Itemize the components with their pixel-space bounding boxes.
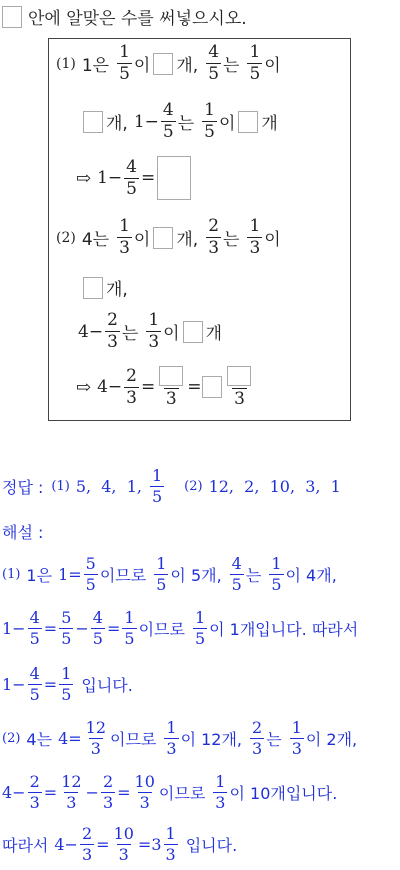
- fraction: $\frac{1}{3}$: [166, 718, 177, 758]
- fraction: $\frac{1}{5}$: [271, 554, 282, 594]
- problem-2-label: (2): [56, 229, 76, 246]
- explanation-line-3: 1− $\frac{4}{5}$ = $\frac{1}{5}$ 입니다.: [2, 664, 133, 704]
- fraction: $\frac{1}{3}$: [215, 772, 226, 812]
- fraction: $\frac{1}{5}$: [124, 608, 135, 648]
- explanation-line-4: (2) 4는 4= $\frac{12}{3}$ 이므로 $\frac{1}{3}$ 이 12개, $\frac{2}{3}$ 는 $\frac{1}{3}$ 이 2개,: [2, 718, 358, 758]
- fraction: 3: [225, 366, 253, 408]
- fraction: $\frac{10}{3}$: [134, 772, 155, 812]
- fraction: $\frac{4}{5}$: [126, 156, 137, 199]
- fraction: $\frac{1}{5}$: [194, 608, 206, 648]
- problem-1-line-3: ⇨ 1− $\frac{4}{5}$ =: [76, 156, 194, 200]
- fraction: $\frac{1}{3}$: [165, 824, 176, 864]
- instruction-row: [2, 4, 247, 29]
- double-arrow-icon: ⇨: [76, 167, 92, 189]
- fraction: $\frac{1}{5}$: [249, 42, 261, 84]
- answer-input-box[interactable]: [159, 366, 183, 386]
- fraction: $\frac{1}{5}$: [156, 554, 167, 594]
- answer-label: 정답 :: [2, 478, 44, 497]
- answer-input-box[interactable]: [83, 277, 103, 299]
- answer-input-box[interactable]: [83, 111, 103, 133]
- fraction: $\frac{2}{3}$: [81, 824, 93, 864]
- answer-input-box[interactable]: [157, 156, 191, 200]
- fraction: $\frac{2}{3}$: [102, 772, 114, 812]
- answer-input-box[interactable]: [153, 227, 173, 249]
- fraction: $\frac{1}{3}$: [148, 310, 160, 352]
- fraction: $\frac{1}{5}$: [119, 42, 130, 84]
- fraction: $\frac{5}{5}$: [85, 554, 96, 594]
- answer-input-box[interactable]: [153, 53, 173, 75]
- explanation-line-1: (1) 1은 1= $\frac{5}{5}$ 이므로 $\frac{1}{5}$ 이 5개, $\frac{4}{5}$ 는 $\frac{1}{5}$ 이 4개,: [2, 554, 337, 594]
- answer-input-box[interactable]: [183, 321, 203, 343]
- fraction: 3: [157, 366, 185, 408]
- problem-1-line-1: (1) 1은 $\frac{1}{5}$ 이 개, $\frac{4}{5}$ 는 $\frac{1}{5}$ 이: [56, 42, 281, 84]
- fraction: $\frac{4}{5}$: [162, 100, 174, 142]
- fraction: $\frac{2}{3}$: [126, 365, 137, 408]
- answer-input-box[interactable]: [238, 111, 258, 133]
- answer-input-box[interactable]: [202, 376, 222, 398]
- double-arrow-icon: ⇨: [76, 376, 92, 398]
- fraction: $\frac{2}{3}$: [107, 310, 118, 352]
- fraction: $\frac{1}{3}$: [119, 216, 130, 258]
- problem-1-line-2: 개, 1− $\frac{4}{5}$ 는 $\frac{1}{5}$ 이 개: [80, 102, 278, 141]
- explanation-line-6: 따라서 4− $\frac{2}{3}$ = $\frac{10}{3}$ =3 $\frac{1}{3}$ 입니다.: [2, 824, 238, 864]
- fraction: $\frac{1}{5}$: [204, 100, 215, 142]
- fraction: $\frac{1}{5}$: [61, 664, 72, 704]
- explanation-label-row: [2, 520, 43, 543]
- fraction: $\frac{4}{5}$: [29, 608, 40, 648]
- fraction: $\frac{2}{3}$: [29, 772, 40, 812]
- fraction: $\frac{4}{5}$: [208, 42, 220, 84]
- fraction: $\frac{12}{3}$: [61, 772, 82, 812]
- fraction: $\frac{4}{5}$: [29, 664, 40, 704]
- explanation-label: 해설 :: [2, 523, 44, 542]
- fraction: $\frac{2}{3}$: [252, 718, 263, 758]
- fraction: $\frac{1}{5}$: [151, 466, 163, 506]
- instruction-text: 안에 알맞은 수를 써넣으시오.: [28, 9, 247, 29]
- fraction: $\frac{4}{5}$: [231, 554, 242, 594]
- fraction: $\frac{1}{3}$: [249, 216, 261, 258]
- problem-1-label: (1): [56, 55, 76, 72]
- fraction: $\frac{5}{5}$: [61, 608, 72, 648]
- fraction: $\frac{1}{3}$: [291, 718, 302, 758]
- fraction: $\frac{4}{5}$: [92, 608, 103, 648]
- problem-2-line-4: ⇨ 4− $\frac{2}{3}$ = 3 = 3: [76, 366, 255, 408]
- answer-row: 정답 : (1) 5, 4, 1, $\frac{1}{5}$ (2) 12, 2, 10, 3, 1: [2, 466, 341, 506]
- problem-2-line-2: 개,: [80, 275, 128, 300]
- fraction: $\frac{2}{3}$: [208, 216, 220, 258]
- answer-input-box[interactable]: [227, 366, 251, 386]
- explanation-line-2: 1− $\frac{4}{5}$ = $\frac{5}{5}$ − $\frac{4}{5}$ = $\frac{1}{5}$ 이므로 $\frac{1}{5}$ 이 1개입니다. 따라서: [2, 608, 359, 648]
- problem-2-line-1: (2) 4는 $\frac{1}{3}$ 이 개, $\frac{2}{3}$ 는 $\frac{1}{3}$ 이: [56, 216, 281, 258]
- answer-box-icon: [2, 6, 22, 28]
- fraction: $\frac{12}{3}$: [85, 718, 107, 758]
- explanation-line-5: 4− $\frac{2}{3}$ = $\frac{12}{3}$ − $\frac{2}{3}$ = $\frac{10}{3}$ 이므로 $\frac{1}{3}$ 이 10개입니다.: [2, 772, 338, 812]
- fraction: $\frac{10}{3}$: [113, 824, 134, 864]
- problem-2-line-3: 4− $\frac{2}{3}$ 는 $\frac{1}{3}$ 이 개: [78, 310, 223, 352]
